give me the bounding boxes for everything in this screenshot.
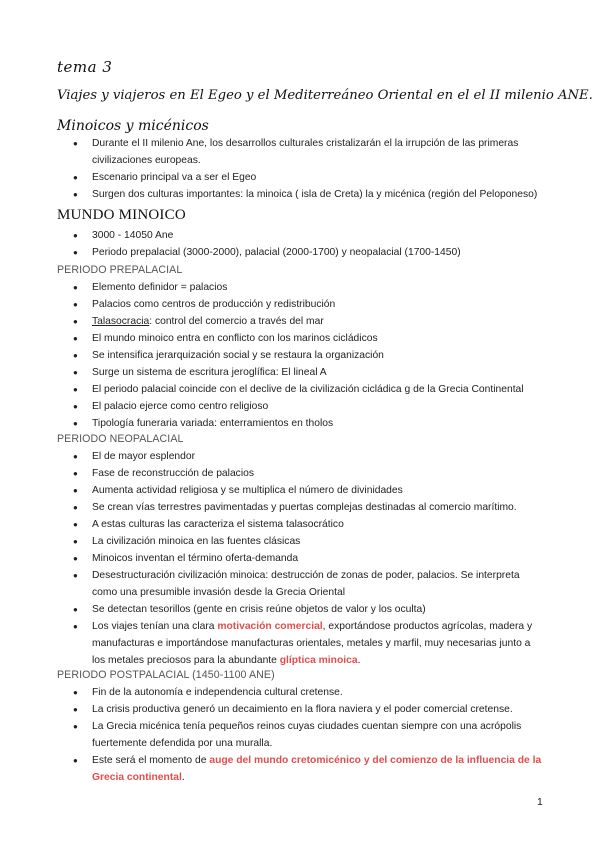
postpalacial-list — [0, 684, 600, 786]
list-item: ● Se crean vías terrestres pavimentadas y puertas complejas destinadas al comercio marítimo. — [0, 499, 542, 516]
bullet-icon: ● — [73, 486, 78, 495]
bullet-icon: ● — [73, 622, 78, 631]
bullet-icon: ● — [73, 722, 78, 731]
list-item: ● Aumenta actividad religiosa y se multiplica el número de divinidades — [0, 482, 542, 499]
prepalacial-list — [0, 279, 600, 432]
bullet-icon: ● — [73, 537, 78, 546]
mundo-list — [0, 227, 600, 261]
list-item: ● Tipología funeraria variada: enterramientos en tholos — [0, 415, 542, 432]
list-item: ● La civilización minoica en las fuentes clásicas — [0, 533, 542, 550]
list-item: ● Fase de reconstrucción de palacios — [0, 465, 542, 482]
list-item: ● Talasocracia: control del comercio a través del mar — [0, 313, 542, 330]
section-subtitle: Minoicos y micénicos — [57, 118, 209, 134]
bullet-icon: ● — [73, 452, 78, 461]
list-item: ● El periodo palacial coincide con el declive de la civilización cicládica g de la Grecia Continental — [0, 381, 542, 398]
list-item: ● La Grecia micénica tenía pequeños reinos cuyas ciudades cuentan siempre con una acrópolis fuertemente defendida por una muralla. — [0, 718, 542, 752]
bullet-icon: ● — [73, 688, 78, 697]
list-item: ● Palacios como centros de producción y redistribución — [0, 296, 542, 313]
list-item: ● El de mayor esplendor — [0, 448, 542, 465]
list-item: ● Elemento definidor = palacios — [0, 279, 542, 296]
list-item: ● Minoicos inventan el término oferta-demanda — [0, 550, 542, 567]
bullet-icon: ● — [73, 520, 78, 529]
list-item: ● Se detectan tesorillos (gente en crisis reúne objetos de valor y los oculta) — [0, 601, 542, 618]
bullet-icon: ● — [73, 139, 78, 148]
bullet-icon: ● — [73, 300, 78, 309]
highlight-text: motivación comercial — [217, 621, 323, 632]
bullet-icon: ● — [73, 190, 78, 199]
list-item: ● El palacio ejerce como centro religioso — [0, 398, 542, 415]
highlight-text: glíptica minoica — [279, 655, 358, 666]
bullet-icon: ● — [73, 756, 78, 765]
list-item: ● Surgen dos culturas importantes: la minoica ( isla de Creta) la y micénica (región del Peloponeso) — [0, 186, 542, 203]
list-item: ● Se intensifica jerarquización social y se restaura la organización — [0, 347, 542, 364]
list-item: ● Este será el momento de auge del mundo cretomicénico y del comienzo de la influencia de la Grecia continental. — [0, 752, 542, 786]
neopalacial-list — [0, 448, 600, 669]
bullet-icon: ● — [73, 351, 78, 360]
list-item: ● Surge un sistema de escritura jeroglífica: El lineal A — [0, 364, 542, 381]
bullet-icon: ● — [73, 605, 78, 614]
highlight-text: Grecia continental — [92, 772, 182, 783]
list-item: ● Fin de la autonomía e independencia cultural cretense. — [0, 684, 542, 701]
bullet-icon: ● — [73, 554, 78, 563]
bullet-icon: ● — [73, 231, 78, 240]
bullet-icon: ● — [73, 571, 78, 580]
bullet-icon: ● — [73, 248, 78, 257]
bullet-icon: ● — [73, 283, 78, 292]
list-item: ● Desestructuración civilización minoica: destrucción de zonas de poder, palacios. Se interpreta como una presumible invasión desde la Grecia Oriental — [0, 567, 542, 601]
topic-label: tema 3 — [57, 58, 113, 76]
bullet-icon: ● — [73, 385, 78, 394]
bullet-icon: ● — [73, 503, 78, 512]
talasocracia-term: Talasocracia — [92, 316, 150, 327]
list-item: ● A estas culturas las caracteriza el sistema talasocrático — [0, 516, 542, 533]
page-number: 1 — [537, 796, 543, 808]
neopalacial-heading: PERIODO NEOPALACIAL — [57, 433, 184, 445]
bullet-icon: ● — [73, 173, 78, 182]
bullet-icon: ● — [73, 334, 78, 343]
bullet-icon: ● — [73, 402, 78, 411]
list-item: ● Durante el II milenio Ane, los desarrollos culturales cristalizarán el la irrupción de las primeras civilizaciones europeas. — [0, 135, 542, 169]
list-item: ● La crisis productiva generó un decaimiento en la flora naviera y el poder comercial cretense. — [0, 701, 542, 718]
bullet-icon: ● — [73, 368, 78, 377]
highlight-text: auge del mundo cretomicénico y del comienzo de la influencia de la — [209, 755, 542, 766]
postpalacial-heading: PERIODO POSTPALACIAL (1450-1100 ANE) — [57, 669, 275, 681]
list-item: ● Los viajes tenían una clara motivación comercial, exportándose productos agrícolas, madera y manufacturas e importándose manufacturas orientales, metales y marfil, muy necesarias junto a los metales preciosos para la abundante glíptica minoica. — [0, 618, 542, 669]
list-item: ● El mundo minoico entra en conflicto con los marinos cicládicos — [0, 330, 542, 347]
list-item: ● Escenario principal va a ser el Egeo — [0, 169, 542, 186]
list-item: ● 3000 - 14050 Ane — [0, 227, 542, 244]
bullet-icon: ● — [73, 317, 78, 326]
bullet-icon: ● — [73, 419, 78, 428]
bullet-icon: ● — [73, 705, 78, 714]
bullet-icon: ● — [73, 469, 78, 478]
list-item: ● Periodo prepalacial (3000-2000), palacial (2000-1700) y neopalacial (1700-1450) — [0, 244, 542, 261]
intro-list — [0, 135, 600, 203]
prepalacial-heading: PERIODO PREPALACIAL — [57, 264, 183, 276]
mundo-minoico-heading: MUNDO MINOICO — [57, 207, 186, 223]
document-title: Viajes y viajeros en El Egeo y el Mediterreáneo Oriental en el el II milenio ANE. — [57, 88, 593, 103]
